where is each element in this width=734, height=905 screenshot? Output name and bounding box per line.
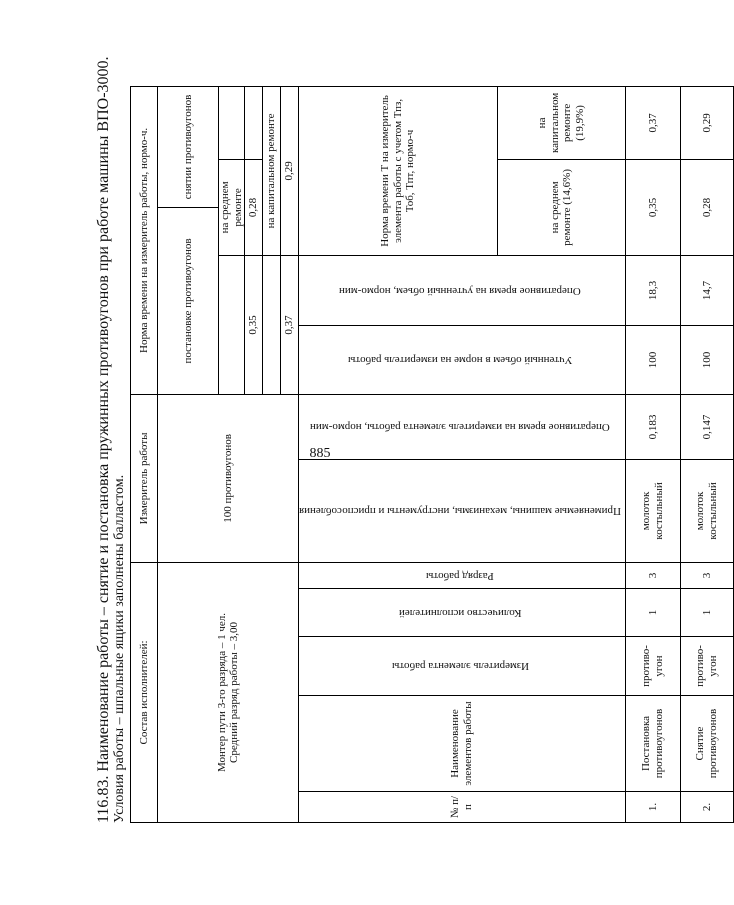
row-2-tools: молоток костыльный <box>680 459 733 562</box>
row-1-op-time: 0,183 <box>625 394 680 459</box>
kap-remont-header: на капитальном ремонте <box>263 86 281 255</box>
value-sn-kap: 0,29 <box>281 86 299 255</box>
crew-line-2: Средний разряд работы – 3,00 <box>228 621 241 763</box>
value-post-sred: 0,35 <box>245 255 263 394</box>
row-2-name: Снятие противоугонов <box>680 696 733 792</box>
row-1-name: Постановка противоугонов <box>625 696 680 792</box>
col-header-op-time-text: Оперативное время на измеритель элемента работы, нормо-мин <box>310 421 611 434</box>
col-header-num: № п/п <box>299 792 626 823</box>
value-post-kap: 0,37 <box>281 255 299 394</box>
page-number: 885 <box>309 446 331 461</box>
work-conditions: Условия работы – шпальные ящики заполнены балластом. <box>112 474 127 823</box>
work-title: 116.83. Наименование работы – снятие и постановка пружинных противоугонов при работе машины ВПО-3000. <box>95 56 112 823</box>
col-header-op-counted <box>299 255 626 325</box>
empty-cell <box>263 255 281 394</box>
col-header-op-time <box>299 394 626 459</box>
crew-label: Состав исполнителей: <box>131 562 158 822</box>
norm-label: Норма времени на измеритель работы, нормо-ч. <box>131 86 158 394</box>
col-header-element-measurer-text: Измеритель элемента работы <box>391 660 529 673</box>
col-header-workers-count-text: Количество исполнителей <box>399 606 522 619</box>
col-header-volume-text: Учтенный объем в норме на измеритель работы <box>348 354 573 367</box>
col-header-tools-text: Применяемые машины, механизмы, инструменты и приспособления <box>299 505 622 518</box>
col-header-grade <box>299 562 626 588</box>
empty-cell <box>219 255 245 394</box>
row-1-count: 1 <box>625 589 680 637</box>
row-1-grade: 3 <box>625 562 680 588</box>
col-header-tools <box>299 459 626 562</box>
row-2-measurer: противо-угон <box>680 637 733 696</box>
table-row <box>625 86 680 822</box>
row-1-t-sred: 0,35 <box>625 159 680 255</box>
measurer-label: Измеритель работы <box>131 394 158 562</box>
row-1-measurer: противо-угон <box>625 637 680 696</box>
row-1-t-kap: 0,37 <box>625 86 680 159</box>
col-header-kap-pct: на капитальном ремонте (19,9%) <box>497 86 625 159</box>
row-1-tools: молоток костыльный <box>625 459 680 562</box>
col-header-norm-T: Норма времени Т на измеритель элемента работы с учетом Тпз, Тоб, Тпт, нормо-ч <box>299 86 498 255</box>
measurer-value: 100 противоугонов <box>158 394 299 562</box>
row-2-grade: 3 <box>680 562 733 588</box>
crew-line-1: Монтер пути 3-го разряда – 1 чел. <box>215 612 228 772</box>
row-2-t-sred: 0,28 <box>680 159 733 255</box>
row-1-num: 1. <box>625 792 680 823</box>
col-header-workers-count <box>299 589 626 637</box>
row-2-count: 1 <box>680 589 733 637</box>
col-header-grade-text: Разряд работы <box>426 569 495 582</box>
table-row <box>680 86 733 822</box>
empty-cell <box>219 86 245 159</box>
crew-cell <box>158 562 299 822</box>
postanovka-header: постановке противоугонов <box>158 207 219 394</box>
row-1-op-counted: 18,3 <box>625 255 680 325</box>
col-header-element-name: Наименование элементов работы <box>299 696 626 792</box>
snyatie-header: снятии противоугонов <box>158 86 219 207</box>
col-header-sred-pct: на среднем ремонте (14,6%) <box>497 159 625 255</box>
col-header-op-counted-text: Оперативное время на учтенный объем, нормо-мин <box>339 284 582 297</box>
row-1-volume: 100 <box>625 325 680 394</box>
col-header-volume <box>299 325 626 394</box>
value-sn-sred: 0,28 <box>245 159 263 255</box>
row-2-volume: 100 <box>680 325 733 394</box>
row-2-t-kap: 0,29 <box>680 86 733 159</box>
row-2-op-counted: 14,7 <box>680 255 733 325</box>
norm-table <box>130 86 734 823</box>
row-2-num: 2. <box>680 792 733 823</box>
sred-remont-header: на среднем ремонте <box>219 159 245 255</box>
col-header-element-measurer <box>299 637 626 696</box>
row-2-op-time: 0,147 <box>680 394 733 459</box>
empty-cell <box>245 86 263 159</box>
